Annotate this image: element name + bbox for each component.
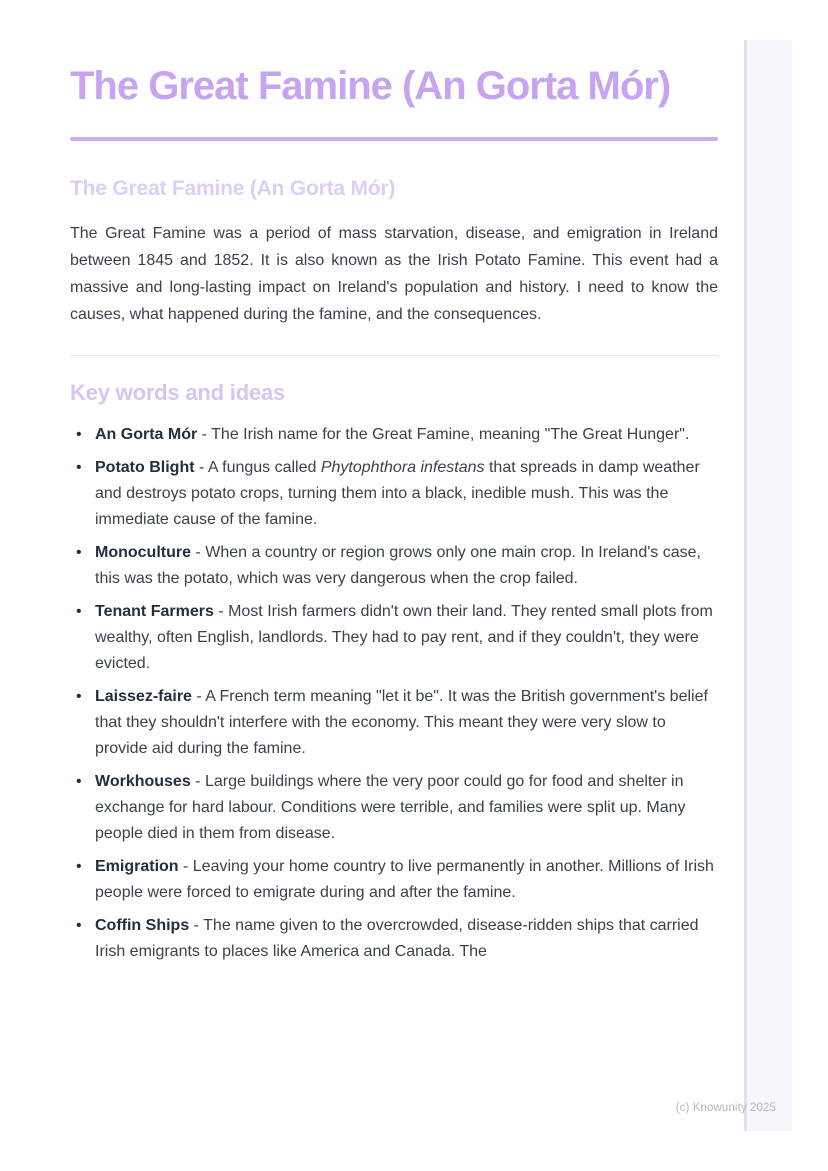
keyword-text: - Large buildings where the very poor could go for food and shelter in exchange for hard labour. Conditions were terrible, and families were split up. Many people died in them from disease. xyxy=(95,773,686,842)
keyword-term: Laissez-faire xyxy=(95,688,192,705)
keyword-text: - The Irish name for the Great Famine, meaning "The Great Hunger". xyxy=(197,426,690,443)
keyword-term: Potato Blight xyxy=(95,459,195,476)
intro-paragraph: The Great Famine was a period of mass starvation, disease, and emigration in Ireland between 1845 and 1852. It is also known as the Irish Potato Famine. This event had a massive and long-lasting impact on Ireland's population and history. I need to know the causes, what happened during the famine, and the consequences. xyxy=(70,225,718,323)
document-page xyxy=(70,0,718,972)
keyword-text: - A French term meaning "let it be". It was the British government's belief that they shouldn't interfere with the economy. This meant they were very slow to provide aid during the famine. xyxy=(95,688,708,757)
page-margin-bar xyxy=(744,40,792,1131)
section-divider xyxy=(70,355,718,356)
copyright-footer: (c) Knowunity 2025 xyxy=(675,1102,776,1114)
list-item xyxy=(70,913,718,965)
list-item xyxy=(70,540,718,592)
list-item xyxy=(70,422,718,448)
list-item xyxy=(70,599,718,677)
keyword-text: - The name given to the overcrowded, disease-ridden ships that carried Irish emigrants to places like America and Canada. The xyxy=(95,917,699,960)
keyword-term: Tenant Farmers xyxy=(95,603,214,620)
list-item xyxy=(70,455,718,533)
title-divider xyxy=(70,137,718,141)
keyword-text: Phytophthora infestans xyxy=(320,459,485,476)
keyword-term: Emigration xyxy=(95,858,179,875)
keyword-text: - Most Irish farmers didn't own their land. They rented small plots from wealthy, often English, landlords. They had to pay rent, and if they couldn't, they were evicted. xyxy=(95,603,713,672)
keyword-term: Coffin Ships xyxy=(95,917,190,934)
keyword-text: - A fungus called xyxy=(194,459,321,476)
keyword-term: Monoculture xyxy=(95,544,191,561)
keyword-text: - When a country or region grows only one main crop. In Ireland's case, this was the potato, which was very dangerous when the crop failed. xyxy=(95,544,701,587)
keyword-text: - Leaving your home country to live permanently in another. Millions of Irish people were forced to emigrate during and after the famine. xyxy=(95,858,714,901)
keyword-list xyxy=(70,422,718,965)
list-item xyxy=(70,769,718,847)
list-item xyxy=(70,854,718,906)
section-heading-intro: The Great Famine (An Gorta Mór) xyxy=(70,177,396,200)
list-item xyxy=(70,684,718,762)
page-title: The Great Famine (An Gorta Mór) xyxy=(70,64,671,108)
keyword-term: An Gorta Mór xyxy=(95,426,198,443)
keyword-term: Workhouses xyxy=(95,773,191,790)
section-heading-keywords: Key words and ideas xyxy=(70,380,286,405)
keyword-text: that spreads in damp weather and destroys potato crops, turning them into a black, inedible mush. This was the immediate cause of the famine. xyxy=(95,459,700,528)
